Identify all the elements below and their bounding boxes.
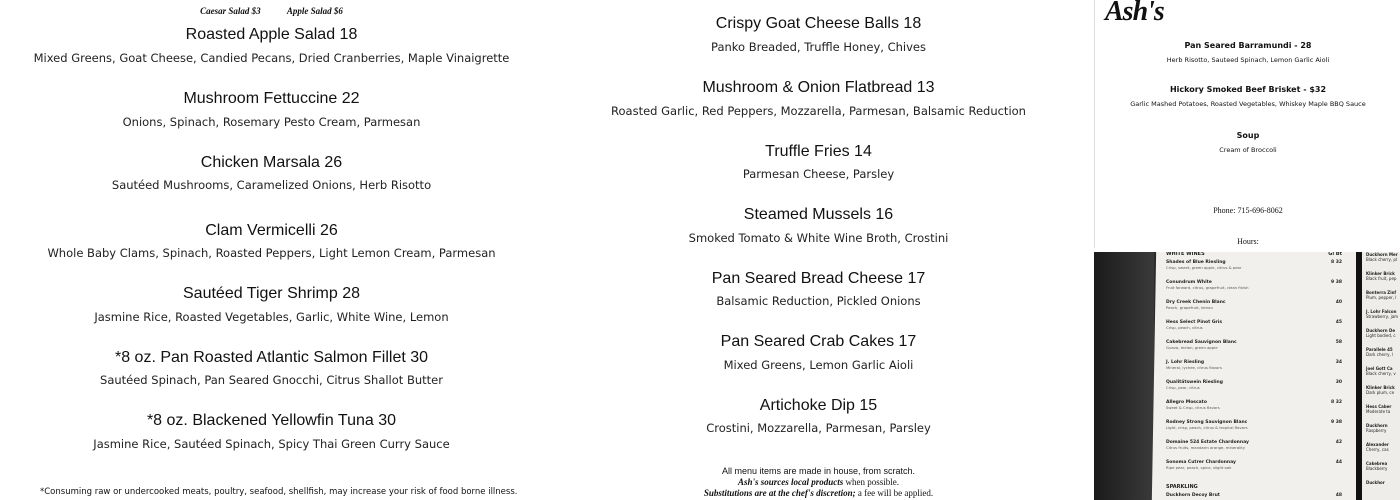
wine-name: J. Lohr Falcon: [1366, 309, 1397, 314]
wine-name: Duckhorn: [1366, 423, 1388, 428]
wine-tasting-note: Light, crisp, peach, citrus & tropical flavors: [1166, 425, 1248, 430]
wine-row: [1166, 300, 1356, 310]
glass-bottle-header: Gl Bt: [1328, 252, 1342, 257]
dish-name: Roasted Apple Salad 18: [185, 26, 358, 43]
dish-description: Mixed Greens, Goat Cheese, Candied Pecans, Dried Cranberries, Maple Vinaigrette: [33, 51, 510, 65]
wine-name: Duckhor: [1366, 480, 1385, 485]
wine-tasting-note: Crisp, pear, citrus: [1166, 385, 1200, 390]
wine-name: J. Lohr Riesling: [1166, 360, 1205, 365]
dish-description: Jasmine Rice, Sautéed Spinach, Spicy Thai Green Curry Sauce: [93, 437, 450, 451]
soup-description: Cream of Broccoli: [1219, 146, 1277, 154]
wine-list-photo: [1094, 252, 1400, 500]
top-salad-prices: [0, 6, 543, 16]
wine-tasting-note: Citrus fruits, mandarin orange, minerality: [1166, 445, 1245, 450]
specials-page: [1094, 0, 1400, 248]
photo-shadow: [1094, 252, 1154, 500]
dish-name: *8 oz. Pan Roasted Atlantic Salmon Fillet 30: [114, 349, 429, 366]
wine-row-right: [1366, 366, 1396, 376]
dish-description: Onions, Spinach, Rosemary Pesto Cream, Parmesan: [122, 115, 421, 129]
wine-row: [1166, 420, 1356, 430]
dish-name: *8 oz. Blackened Yellowfin Tuna 30: [146, 412, 397, 429]
wine-tasting-note: Dark cherry, l: [1366, 352, 1394, 357]
wine-price: 45: [1335, 320, 1342, 325]
wine-tasting-note: Mineral, lychee, citrus flavors: [1166, 365, 1222, 370]
wine-name: Bonterra Zinf: [1366, 290, 1397, 295]
caesar-salad-price: Caesar Salad $3: [200, 6, 261, 16]
wine-name: Rodney Strong Sauvignon Blanc: [1166, 420, 1248, 425]
wine-price: 58: [1335, 340, 1342, 345]
dish-name: Pan Seared Bread Cheese 17: [711, 270, 926, 287]
wine-name: Conundrum White: [1166, 280, 1212, 285]
phone-number: Phone: 715-696-8062: [1213, 206, 1283, 215]
wine-tasting-note: Blackberry: [1366, 466, 1388, 471]
wine-row: [1166, 493, 1356, 498]
wine-name: Dry Creek Chenin Blanc: [1166, 300, 1226, 305]
wine-tasting-note: Raspberry: [1366, 428, 1387, 433]
special-description: Herb Risotto, Sauteed Spinach, Lemon Garlic Aioli: [1166, 56, 1330, 64]
wine-name: Duckhorn De: [1366, 328, 1396, 333]
wine-tasting-note: Strawberry, jam: [1366, 314, 1399, 319]
wine-row: [1166, 360, 1356, 370]
special-title: Hickory Smoked Beef Brisket - $32: [1169, 85, 1327, 94]
wine-name: Cakebrea: [1366, 461, 1388, 466]
local-products-bold: Ash's sources local products: [737, 477, 844, 487]
wine-tasting-note: Cherry, cas: [1366, 447, 1389, 452]
wine-name: Cakebread Sauvignon Blanc: [1166, 340, 1237, 345]
wine-row: [1166, 460, 1356, 470]
apple-salad-price: Apple Salad $6: [286, 6, 343, 16]
wine-name: Alexander: [1366, 442, 1389, 447]
special-title: Pan Seared Barramundi - 28: [1184, 41, 1312, 50]
dish-description: Sautéed Spinach, Pan Seared Gnocchi, Citrus Shallot Butter: [100, 373, 443, 387]
wine-name: Klinker Brick: [1366, 385, 1395, 390]
dish-name: Chicken Marsala 26: [200, 154, 343, 171]
dish-description: Panko Breaded, Truffle Honey, Chives: [711, 40, 926, 54]
substitutions-line: [543, 488, 1094, 499]
wine-tasting-note: Black cherry, v: [1366, 371, 1396, 376]
dish-description: Sautéed Mushrooms, Caramelized Onions, Herb Risotto: [111, 178, 432, 192]
wine-row-right: [1366, 480, 1385, 485]
wine-name: Domaine 524 Estate Chardonnay: [1166, 440, 1249, 445]
wine-row-right: [1366, 309, 1398, 319]
dish-description: Smoked Tomato & White Wine Broth, Crostini: [688, 231, 949, 245]
wine-row-right: [1366, 461, 1387, 471]
dish-description: Crostini, Mozzarella, Parmesan, Parsley: [706, 421, 931, 435]
dish-name: Mushroom Fettuccine 22: [183, 90, 360, 107]
wine-tasting-note: Peach, grapefruit, lemon: [1166, 305, 1213, 310]
wine-tasting-note: Sweet & Crisp, citrus flavors: [1166, 405, 1220, 410]
substitutions-rest: a fee will be applied.: [855, 488, 934, 498]
wine-row: [1166, 320, 1356, 330]
dish-description: Jasmine Rice, Roasted Vegetables, Garlic, White Wine, Lemon: [94, 310, 449, 324]
wine-row-right: [1366, 385, 1395, 395]
wine-price: 8 32: [1331, 260, 1342, 265]
dish-description: Mixed Greens, Lemon Garlic Aioli: [723, 358, 914, 372]
local-products-rest: when possible.: [843, 477, 900, 487]
dish-name: Clam Vermicelli 26: [205, 222, 338, 239]
wine-price: 48: [1335, 493, 1342, 498]
wine-row-right: [1366, 328, 1396, 338]
wine-name: Joel Gott Ca: [1366, 366, 1393, 371]
wine-price: 42: [1335, 440, 1342, 445]
local-products-line: [543, 477, 1094, 488]
dish-name: Sautéed Tiger Shrimp 28: [183, 285, 360, 302]
house-made-line: All menu items are made in house, from scratch.: [721, 466, 916, 476]
dish-description: Roasted Garlic, Red Peppers, Mozzarella, Parmesan, Balsamic Reduction: [611, 104, 1026, 118]
dish-name: Pan Seared Crab Cakes 17: [720, 333, 917, 350]
special-description: Garlic Mashed Potatoes, Roasted Vegetables, Whiskey Maple BBQ Sauce: [1130, 100, 1366, 108]
house-made-note: [543, 466, 1094, 499]
wine-row-right: [1366, 347, 1393, 357]
wine-tasting-note: Ripe pear, peach, spice, slight oak: [1166, 465, 1232, 470]
dish-description: Parmesan Cheese, Parsley: [742, 167, 895, 181]
wine-row: [1166, 440, 1356, 450]
wine-row: [1166, 380, 1356, 390]
wine-tasting-note: Fruit forward, citrus, grapefruit, clean finish: [1166, 285, 1249, 290]
wine-row-right: [1366, 271, 1396, 281]
wine-row: [1166, 400, 1356, 410]
wine-name: Klinker Brick: [1366, 271, 1395, 276]
sparkling-header: SPARKLING: [1166, 484, 1198, 490]
wine-price: 30: [1335, 380, 1342, 385]
hours-label: Hours:: [1237, 237, 1259, 246]
substitutions-bold: Substitutions are at the chef's discretion;: [703, 488, 856, 498]
wine-tasting-note: Dark plum, ce: [1366, 390, 1395, 395]
wine-name: Sonoma Cutrer Chardonnay: [1166, 460, 1236, 465]
wine-row: [1166, 280, 1356, 290]
raw-food-disclaimer: *Consuming raw or undercooked meats, poultry, seafood, shellfish, may increase your risk of food borne illness.: [40, 487, 518, 497]
wine-name: Parallele 45: [1366, 347, 1393, 352]
wine-name: Allegro Moscato: [1166, 400, 1207, 405]
wine-tasting-note: Guava, melon, green apple: [1166, 345, 1218, 350]
dish-description: Balsamic Reduction, Pickled Onions: [716, 294, 921, 308]
dish-name: Crispy Goat Cheese Balls 18: [715, 15, 922, 32]
wine-row-right: [1366, 252, 1398, 262]
wine-name: Duckhorn Decoy Brut: [1166, 493, 1220, 498]
wine-tasting-note: Light bodied, c: [1366, 333, 1396, 338]
dish-name: Steamed Mussels 16: [743, 206, 894, 223]
wine-name: Duckhorn Mer: [1366, 252, 1398, 257]
wine-name: Qualitätswein Riesling: [1166, 380, 1223, 385]
wine-name: Hess Caber: [1366, 404, 1392, 409]
wine-price: 9 38: [1331, 420, 1342, 425]
menu-page-entrees: [0, 0, 543, 500]
wine-tasting-note: Plum, pepper, l: [1366, 295, 1397, 300]
wine-section-header: [1166, 252, 1356, 257]
soup-title: Soup: [1236, 131, 1260, 140]
dish-description: Whole Baby Clams, Spinach, Roasted Peppers, Light Lemon Cream, Parmesan: [47, 246, 496, 260]
wine-price: 9 38: [1331, 280, 1342, 285]
dish-name: Artichoke Dip 15: [759, 397, 878, 414]
wine-row-right: [1366, 404, 1391, 414]
wine-name: Shades of Blue Riesling: [1166, 260, 1226, 265]
wine-row-right: [1366, 442, 1389, 452]
menu-page-appetizers: [543, 0, 1094, 500]
wine-price: 34: [1335, 360, 1342, 365]
wine-price: 40: [1335, 300, 1342, 305]
dish-name: Truffle Fries 14: [765, 143, 872, 160]
dish-name: Mushroom & Onion Flatbread 13: [702, 79, 935, 96]
wine-row: [1166, 340, 1356, 350]
white-wines-header: WHITE WINES: [1166, 252, 1205, 257]
wine-tasting-note: Moderate ta: [1366, 409, 1391, 414]
wine-row-right: [1366, 423, 1388, 433]
wine-tasting-note: Crisp, sweet, green apple, citrus & pear: [1166, 265, 1242, 270]
wine-price: 44: [1335, 460, 1342, 465]
ashs-logo: Ash's: [1105, 0, 1164, 27]
wine-tasting-note: Black fruit, pep: [1366, 276, 1397, 281]
wine-row: [1166, 260, 1356, 270]
wine-tasting-note: Crisp, peach, citrus: [1166, 325, 1203, 330]
wine-row-right: [1366, 290, 1396, 300]
wine-name: Hess Select Pinot Gris: [1166, 320, 1223, 325]
wine-price: 8 32: [1331, 400, 1342, 405]
wine-tasting-note: Black cherry, pl: [1366, 257, 1398, 262]
